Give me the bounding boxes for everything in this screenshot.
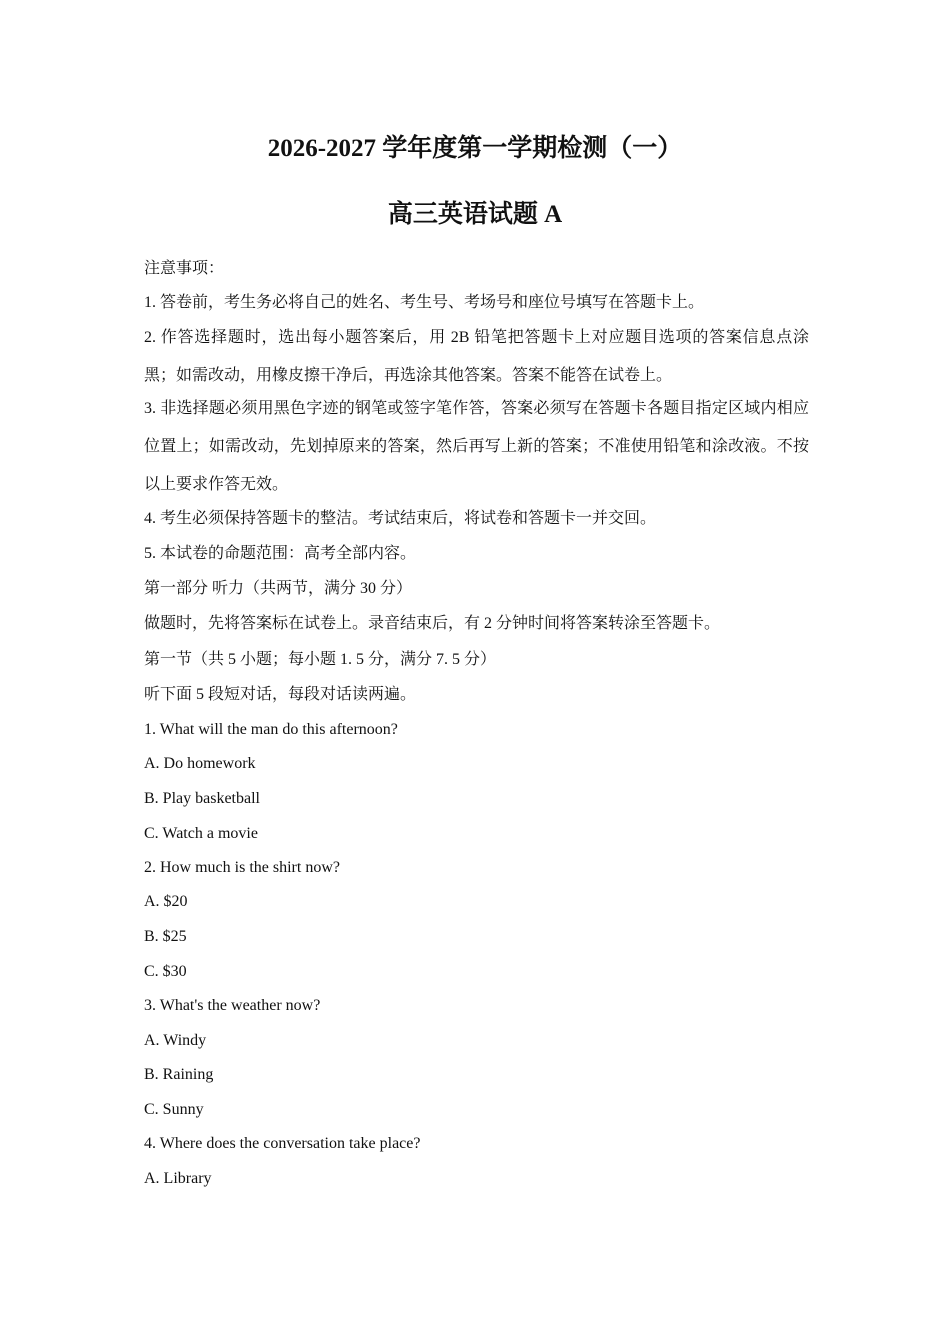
- question-3-option-c: C. Sunny: [144, 1101, 204, 1118]
- question-2-option-c: C. $30: [144, 963, 187, 980]
- question-1-option-a: A. Do homework: [144, 755, 256, 772]
- question-3-option-b: B. Raining: [144, 1066, 214, 1083]
- question-3-option-a: A. Windy: [144, 1032, 207, 1049]
- section1-heading: 第一节（共 5 小题；每小题 1. 5 分，满分 7. 5 分）: [144, 651, 497, 668]
- notice-item-5: 5. 本试卷的命题范围：高考全部内容。: [144, 545, 417, 562]
- section1-instruction: 听下面 5 段短对话，每段对话读两遍。: [144, 686, 417, 703]
- notice-heading: 注意事项：: [144, 260, 225, 277]
- notice-item-3: 3. 非选择题必须用黑色字迹的钢笔或签字笔作答，答案必须写在答题卡各题目指定区域内相应位置上；如需改动，先划掉原来的答案，然后再写上新的答案；不准使用铅笔和涂改液。不按以上要求作答无效。: [144, 400, 809, 493]
- exam-title: 2026-2027 学年度第一学期检测（一）: [267, 135, 683, 162]
- notice-item-4: 4. 考生必须保持答题卡的整洁。考试结束后，将试卷和答题卡一并交回。: [144, 510, 657, 527]
- notice-item-2: 2. 作答选择题时，选出每小题答案后，用 2B 铅笔把答题卡上对应题目选项的答案信息点涂黑；如需改动，用橡皮擦干净后，再选涂其他答案。答案不能答在试卷上。: [144, 329, 809, 384]
- question-4-stem: 4. Where does the conversation take place?: [144, 1135, 421, 1152]
- exam-subtitle: 高三英语试题 A: [387, 201, 563, 228]
- question-1-option-c: C. Watch a movie: [144, 825, 258, 842]
- question-2-option-b: B. $25: [144, 928, 187, 945]
- part1-heading: 第一部分 听力（共两节，满分 30 分）: [144, 580, 413, 597]
- question-2-stem: 2. How much is the shirt now?: [144, 859, 340, 876]
- question-1-stem: 1. What will the man do this afternoon?: [144, 721, 398, 738]
- part1-instruction: 做题时，先将答案标在试卷上。录音结束后，有 2 分钟时间将答案转涂至答题卡。: [144, 615, 721, 632]
- question-2-option-a: A. $20: [144, 893, 188, 910]
- notice-item-1: 1. 答卷前，考生务必将自己的姓名、考生号、考场号和座位号填写在答题卡上。: [144, 294, 705, 311]
- question-3-stem: 3. What's the weather now?: [144, 997, 321, 1014]
- question-1-option-b: B. Play basketball: [144, 790, 260, 807]
- question-4-option-a: A. Library: [144, 1170, 212, 1187]
